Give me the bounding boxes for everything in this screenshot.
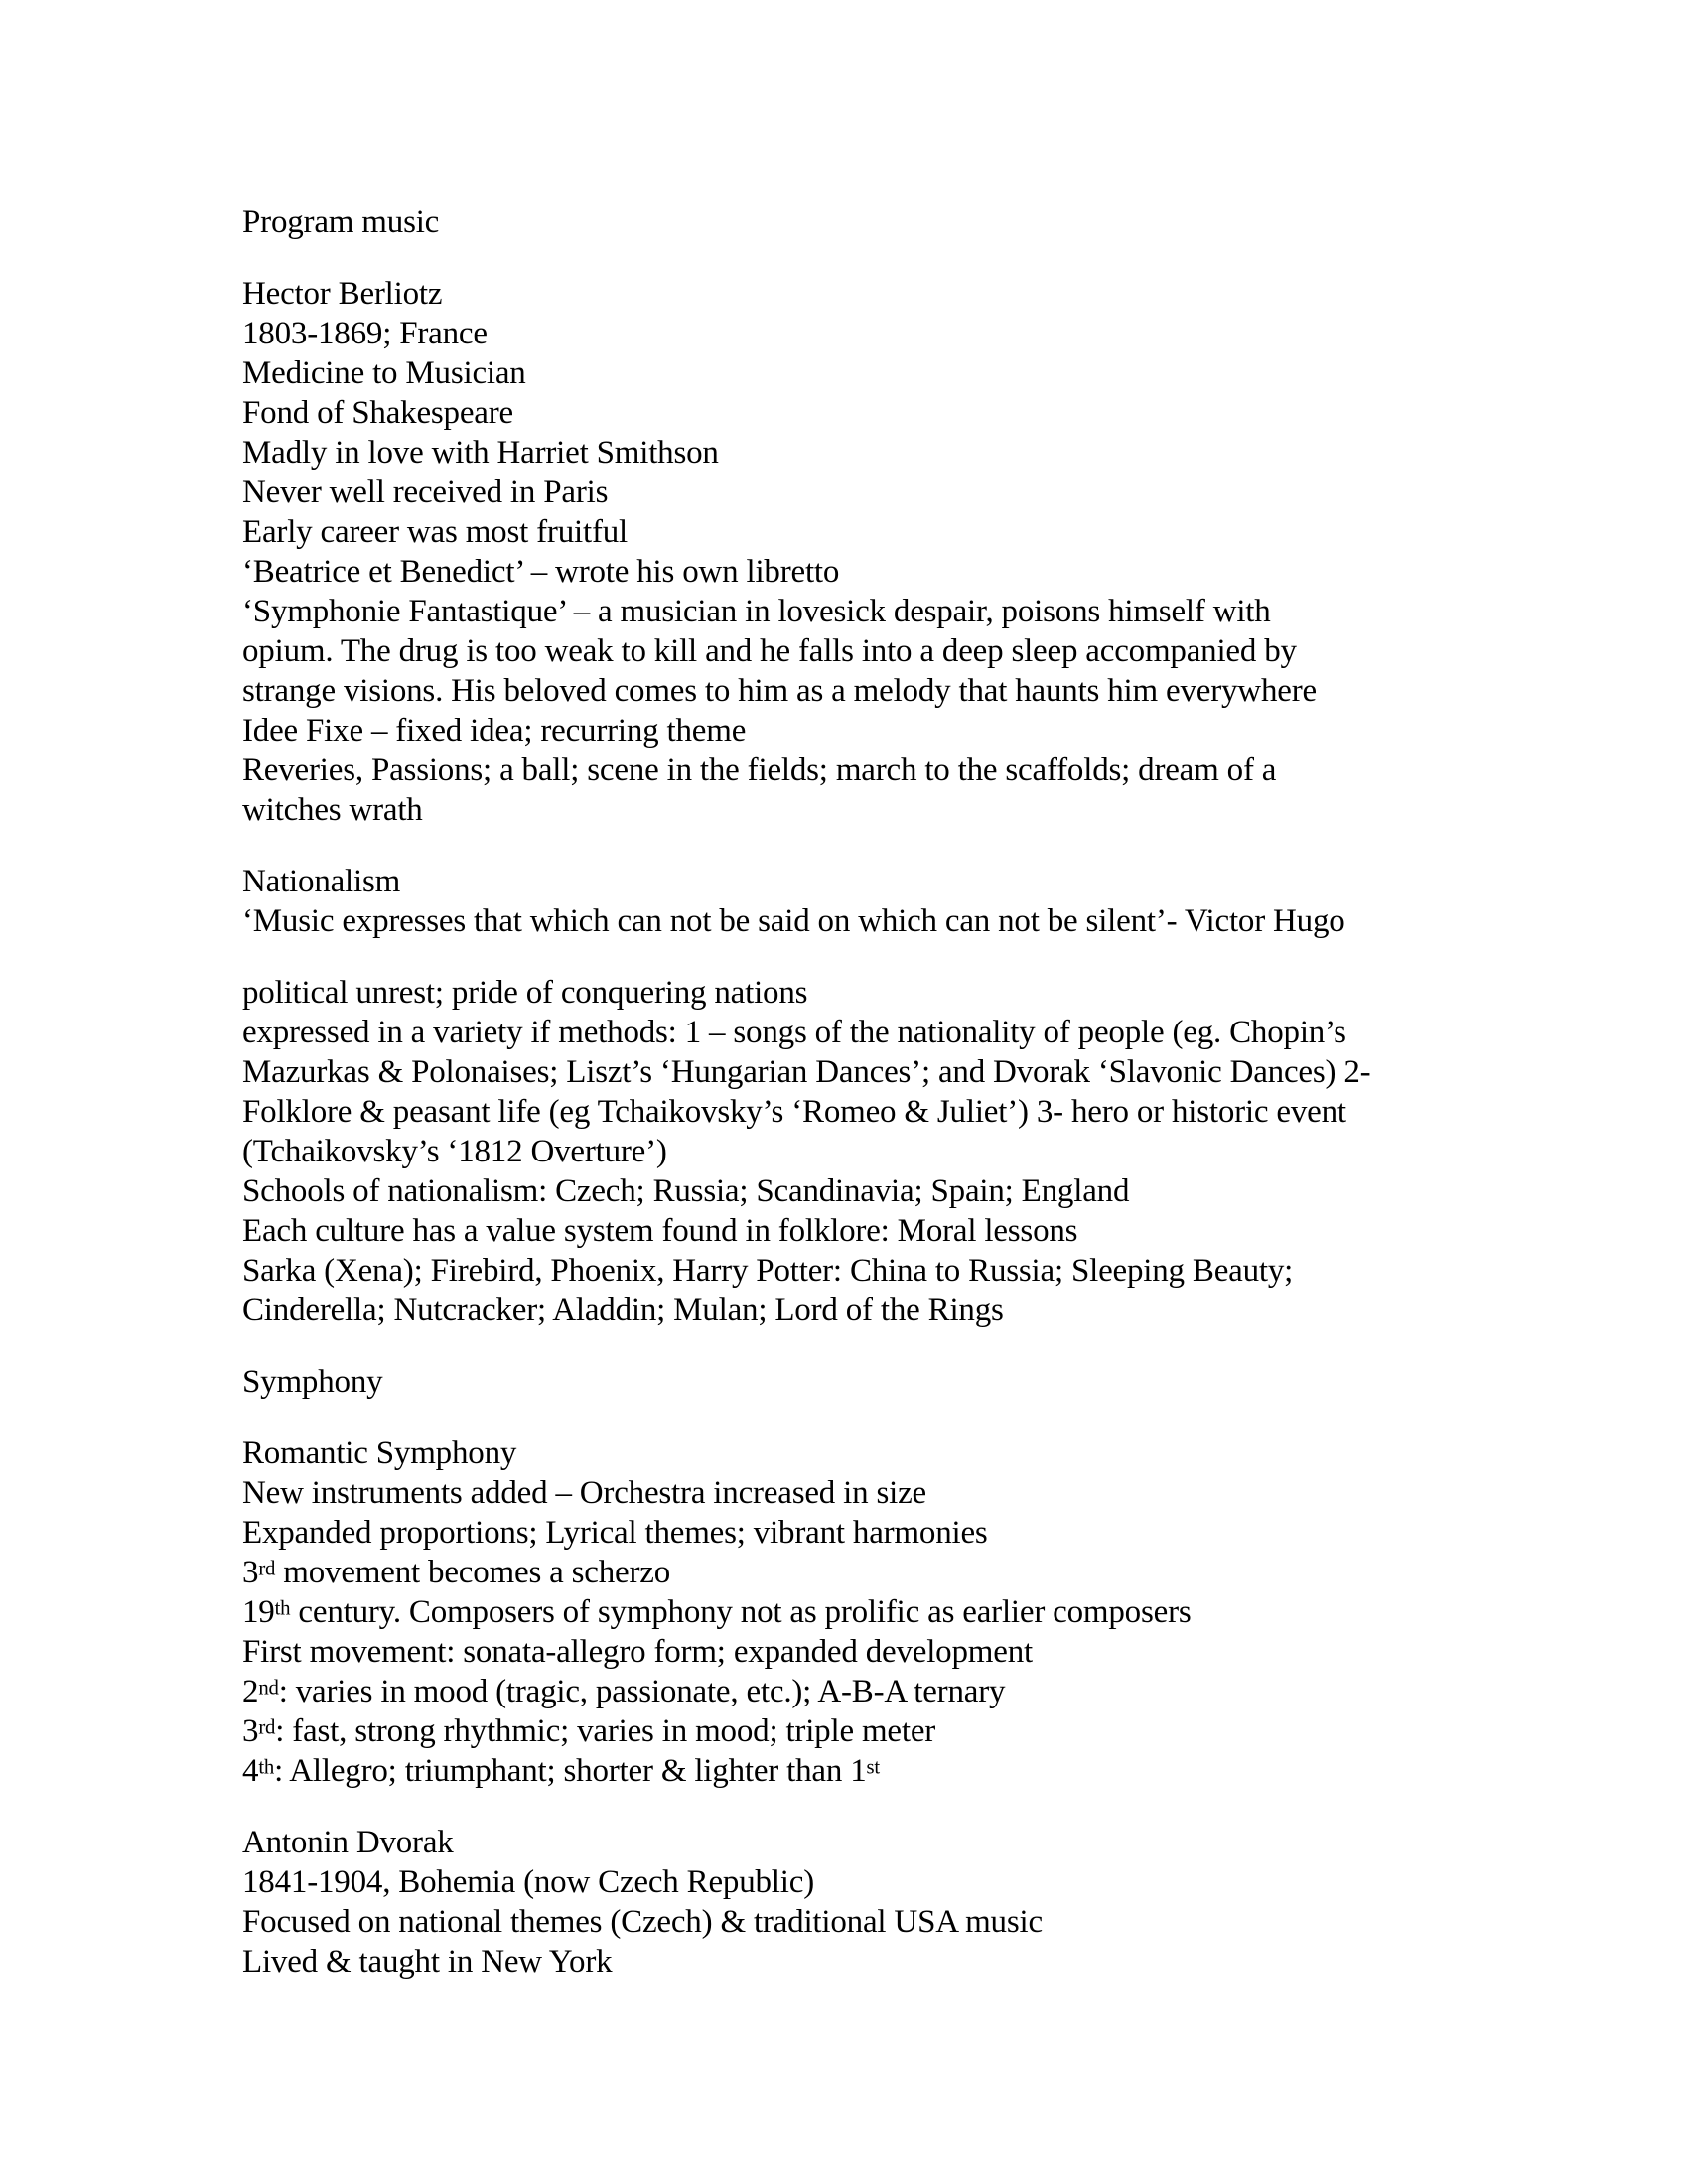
antonin-dvorak-line: Antonin Dvorak <box>242 1825 454 1860</box>
hector-berlioz-line: Idee Fixe – fixed idea; recurring theme <box>242 713 747 749</box>
hector-berlioz-line: Fond of Shakespeare <box>242 395 513 431</box>
title-line: Program music <box>242 205 440 240</box>
romantic-symphony-line <box>242 1592 1470 1632</box>
text-segment: 3 <box>242 1555 259 1590</box>
nationalism-body-line: (Tchaikovsky’s ‘1812 Overture’) <box>242 1134 667 1169</box>
antonin-dvorak-line: Focused on national themes (Czech) & traditional USA music <box>242 1904 1043 1940</box>
nationalism-body-line: Each culture has a value system found in folklore: Moral lessons <box>242 1213 1078 1249</box>
romantic-symphony-line <box>242 1751 1470 1791</box>
nationalism-body-line: Sarka (Xena); Firebird, Phoenix, Harry Potter: China to Russia; Sleeping Beauty; <box>242 1253 1294 1289</box>
text-segment: : varies in mood (tragic, passionate, etc.); A-B-A ternary <box>278 1674 1006 1709</box>
ordinal-superscript: th <box>274 1596 291 1620</box>
romantic-symphony-line <box>242 1672 1470 1711</box>
nationalism-body-line: Folklore & peasant life (eg Tchaikovsky’s ‘Romeo & Juliet’) 3- hero or historic event <box>242 1094 1346 1130</box>
symphony-heading-line: Symphony <box>242 1364 383 1400</box>
section-romantic-symphony <box>242 1433 1470 1791</box>
text-segment: 4 <box>242 1753 259 1789</box>
nationalism-body-line: political unrest; pride of conquering nations <box>242 975 808 1011</box>
hector-berlioz-line: Hector Berliotz <box>242 276 443 312</box>
section-nationalism-heading <box>242 862 1470 941</box>
antonin-dvorak-line: 1841-1904, Bohemia (now Czech Republic) <box>242 1864 814 1900</box>
hector-berlioz-line: Reveries, Passions; a ball; scene in the fields; march to the scaffolds; dream of a <box>242 752 1277 788</box>
romantic-symphony-line <box>242 1711 1470 1751</box>
text-segment: century. Composers of symphony not as prolific as earlier composers <box>290 1594 1192 1630</box>
section-nationalism-body <box>242 973 1470 1330</box>
ordinal-superscript: st <box>866 1755 880 1779</box>
nationalism-heading-line: ‘Music expresses that which can not be said on which can not be silent’- Victor Hugo <box>242 903 1345 939</box>
romantic-symphony-line: Expanded proportions; Lyrical themes; vibrant harmonies <box>242 1515 988 1551</box>
antonin-dvorak-line: Lived & taught in New York <box>242 1944 613 1979</box>
ordinal-superscript: th <box>258 1755 275 1779</box>
hector-berlioz-line: ‘Symphonie Fantastique’ – a musician in lovesick despair, poisons himself with <box>242 594 1271 629</box>
romantic-symphony-line: Romantic Symphony <box>242 1435 517 1471</box>
section-antonin-dvorak <box>242 1823 1470 1981</box>
text-segment: : Allegro; triumphant; shorter & lighter than 1 <box>274 1753 867 1789</box>
hector-berlioz-line: witches wrath <box>242 792 423 828</box>
text-segment: 19 <box>242 1594 275 1630</box>
nationalism-heading-line: Nationalism <box>242 864 401 899</box>
romantic-symphony-line <box>242 1553 1470 1592</box>
hector-berlioz-line: opium. The drug is too weak to kill and he falls into a deep sleep accompanied by <box>242 633 1297 669</box>
section-title <box>242 203 1470 242</box>
nationalism-body-line: expressed in a variety if methods: 1 – songs of the nationality of people (eg. Chopin’s <box>242 1015 1346 1050</box>
nationalism-body-line: Mazurkas & Polonaises; Liszt’s ‘Hungarian Dances’; and Dvorak ‘Slavonic Dances) 2- <box>242 1054 1371 1090</box>
romantic-symphony-line: First movement: sonata-allegro form; expanded development <box>242 1634 1033 1670</box>
nationalism-body-line: Cinderella; Nutcracker; Aladdin; Mulan; Lord of the Rings <box>242 1293 1004 1328</box>
text-segment: : fast, strong rhythmic; varies in mood; triple meter <box>275 1713 936 1749</box>
ordinal-superscript: rd <box>258 1557 276 1580</box>
section-symphony-heading <box>242 1362 1470 1402</box>
hector-berlioz-line: strange visions. His beloved comes to him as a melody that haunts him everywhere <box>242 673 1317 709</box>
hector-berlioz-line: ‘Beatrice et Benedict’ – wrote his own libretto <box>242 554 840 590</box>
ordinal-superscript: nd <box>258 1676 279 1700</box>
hector-berlioz-line: Never well received in Paris <box>242 475 609 510</box>
ordinal-superscript: rd <box>258 1715 276 1739</box>
text-segment: movement becomes a scherzo <box>275 1555 671 1590</box>
hector-berlioz-line: Medicine to Musician <box>242 355 526 391</box>
section-hector-berlioz <box>242 274 1470 830</box>
document-body <box>242 203 1470 1981</box>
hector-berlioz-line: Madly in love with Harriet Smithson <box>242 435 719 471</box>
nationalism-body-line: Schools of nationalism: Czech; Russia; Scandinavia; Spain; England <box>242 1173 1130 1209</box>
hector-berlioz-line: 1803-1869; France <box>242 316 488 351</box>
romantic-symphony-line: New instruments added – Orchestra increased in size <box>242 1475 926 1511</box>
hector-berlioz-line: Early career was most fruitful <box>242 514 629 550</box>
text-segment: 2 <box>242 1674 259 1709</box>
text-segment: 3 <box>242 1713 259 1749</box>
